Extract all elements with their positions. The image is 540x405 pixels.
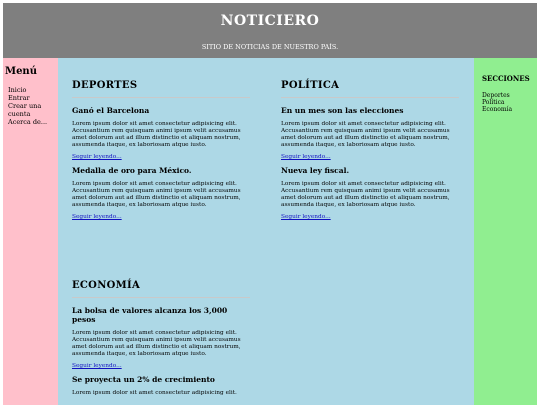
menu-title: Menú bbox=[5, 66, 37, 77]
section-title-economia: ECONOMÍA bbox=[72, 280, 141, 291]
article-title: En un mes son las elecciones bbox=[281, 106, 404, 115]
menu-item-crear-cuenta[interactable] bbox=[8, 102, 58, 118]
section-deportes bbox=[72, 80, 250, 220]
read-more-link[interactable]: Seguir leyendo... bbox=[72, 363, 122, 369]
site-title: NOTICIERO bbox=[220, 13, 320, 29]
article bbox=[72, 375, 250, 397]
menu-link-acerca-de[interactable]: Acerca de... bbox=[8, 118, 48, 126]
sections-link-deportes[interactable]: Deportes bbox=[482, 92, 510, 99]
read-more-link[interactable]: Seguir leyendo... bbox=[281, 214, 331, 220]
sections-title: SECCIONES bbox=[482, 74, 530, 83]
article-body: Lorem ipsum dolor sit amet consectetur adipisicing elit. Accusantium rem quisquam animi ipsum velit accusamus amet dolorum aut ad illum distinctio et aliquam nostrum, assumenda itaque, ex laboriosam atque iusto. bbox=[72, 181, 241, 208]
menu-link-crear-cuenta[interactable]: Crear una cuenta bbox=[8, 102, 42, 118]
article-title: Ganó el Barcelona bbox=[72, 106, 150, 115]
read-more-link[interactable]: Seguir leyendo... bbox=[72, 214, 122, 220]
article bbox=[72, 166, 250, 220]
menu-item-acerca-de[interactable] bbox=[8, 118, 58, 126]
article-body: Lorem ipsum dolor sit amet consectetur adipisicing elit. Accusantium rem quisquam animi ipsum velit accusamus amet dolorum aut ad illum distinctio et aliquam nostrum, assumenda itaque, ex laboriosam atque iusto. bbox=[72, 330, 241, 357]
article bbox=[281, 166, 459, 220]
section-politica bbox=[281, 80, 459, 220]
menu-link-entrar[interactable]: Entrar bbox=[8, 94, 30, 102]
article bbox=[281, 106, 459, 160]
read-more-link[interactable]: Seguir leyendo... bbox=[72, 154, 122, 160]
sections-sidebar bbox=[474, 58, 537, 405]
section-economia bbox=[72, 280, 250, 397]
article-title: Medalla de oro para México. bbox=[72, 166, 192, 175]
article-body: Lorem ipsum dolor sit amet consectetur adipisicing elit. bbox=[72, 390, 237, 396]
section-title-politica: POLÍTICA bbox=[281, 80, 340, 91]
section-title-deportes: DEPORTES bbox=[72, 80, 138, 91]
section-divider bbox=[72, 297, 250, 298]
article-title: Nueva ley fiscal. bbox=[281, 166, 350, 175]
site-header bbox=[3, 3, 537, 58]
menu-item-inicio[interactable] bbox=[8, 86, 58, 94]
article-title: Se proyecta un 2% de crecimiento bbox=[72, 375, 215, 384]
sections-item-deportes[interactable] bbox=[482, 92, 512, 99]
sections-link-economia[interactable]: Economía bbox=[482, 106, 513, 113]
sections-list bbox=[482, 92, 512, 113]
article bbox=[72, 106, 250, 160]
menu-link-inicio[interactable]: Inicio bbox=[8, 86, 27, 94]
section-divider bbox=[72, 97, 250, 98]
sections-item-economia[interactable] bbox=[482, 106, 512, 113]
menu-list bbox=[8, 86, 58, 126]
menu-item-entrar[interactable] bbox=[8, 94, 58, 102]
site-subtitle: SITIO DE NOTICIAS DE NUESTRO PAÍS. bbox=[201, 43, 339, 51]
article-body: Lorem ipsum dolor sit amet consectetur adipisicing elit. Accusantium rem quisquam animi ipsum velit accusamus amet dolorum aut ad illum distinctio et aliquam nostrum, assumenda itaque, ex laboriosam atque iusto. bbox=[281, 181, 450, 208]
article-title: La bolsa de valores alcanza los 3,000 pesos bbox=[72, 306, 228, 324]
menu-sidebar bbox=[3, 58, 58, 405]
sections-link-politica[interactable]: Política bbox=[482, 99, 505, 106]
article bbox=[72, 306, 250, 369]
sections-item-politica[interactable] bbox=[482, 99, 512, 106]
article-body: Lorem ipsum dolor sit amet consectetur adipisicing elit. Accusantium rem quisquam animi ipsum velit accusamus amet dolorum aut ad illum distinctio et aliquam nostrum, assumenda itaque, ex laboriosam atque iusto. bbox=[72, 121, 241, 148]
article-body: Lorem ipsum dolor sit amet consectetur adipisicing elit. Accusantium rem quisquam animi ipsum velit accusamus amet dolorum aut ad illum distinctio et aliquam nostrum, assumenda itaque, ex laboriosam atque iusto. bbox=[281, 121, 450, 148]
main-content bbox=[58, 58, 474, 405]
section-divider bbox=[281, 97, 459, 98]
read-more-link[interactable]: Seguir leyendo... bbox=[281, 154, 331, 160]
